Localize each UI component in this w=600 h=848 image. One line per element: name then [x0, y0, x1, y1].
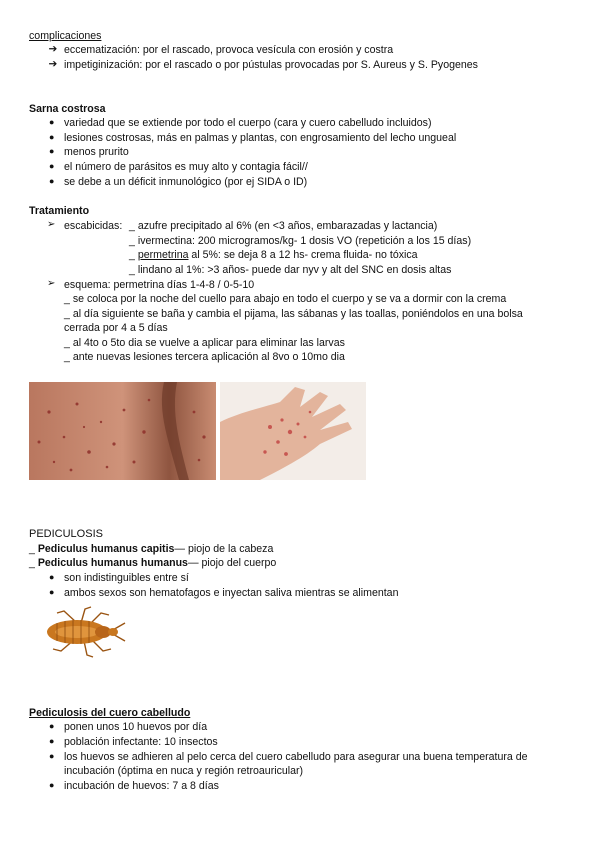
bullet-icon: ● — [49, 117, 55, 127]
bullet-icon: ● — [49, 176, 55, 186]
arrow-bullet-icon: ➔ — [48, 43, 58, 55]
escabicida-item: _ lindano al 1%: >3 años- puede dar nyv y alt del SNC en dosis altas — [129, 264, 452, 276]
esquema-item: _ al 4to o 5to dia se vuelve a aplicar para eliminar las larvas — [64, 337, 345, 349]
sarna-item: el número de parásitos es muy alto y contagia fácil// — [64, 161, 308, 173]
bullet-icon: ● — [49, 132, 55, 142]
bullet-icon: ● — [49, 751, 55, 761]
louse-photo — [29, 601, 133, 663]
sarna-item: menos prurito — [64, 146, 129, 158]
esquema-item: _ ante nuevas lesiones tercera aplicación al 8vo o 10mo dia — [64, 351, 345, 363]
back-rash-photo — [29, 382, 216, 480]
sarna-item: se debe a un déficit inmunológico (por ej SIDA o ID) — [64, 176, 308, 188]
esquema-item: cerrada por 4 a 5 días — [64, 322, 168, 334]
cuero-item: ponen unos 10 huevos por día — [64, 721, 208, 733]
sarna-item: lesiones costrosas, más en palmas y plantas, con engrosamiento del lecho ungueal — [64, 132, 457, 144]
esquema-label: esquema: permetrina días 1-4-8 / 0-5-10 — [64, 279, 255, 291]
tratamiento-heading: Tratamiento — [29, 205, 90, 217]
bullet-icon: ● — [49, 721, 55, 731]
bullet-icon: ● — [49, 146, 55, 156]
esquema-item: _ al día siguiente se baña y cambia el pijama, las sábanas y las toallas, poniéndolos en una bolsa — [64, 308, 523, 320]
complicacion-item: eccematización: por el rascado, provoca vesícula con erosión y costra — [64, 44, 394, 56]
bullet-icon: ● — [49, 736, 55, 746]
pediculosis-item: ambos sexos son hematofagos e inyectan saliva mientras se alimentan — [64, 587, 399, 599]
cuero-item: población infectante: 10 insectos — [64, 736, 218, 748]
bullet-icon: ● — [49, 161, 55, 171]
pediculosis-heading: PEDICULOSIS — [29, 528, 103, 540]
species-item: _ Pediculus humanus capitis— piojo de la cabeza — [29, 543, 274, 555]
arrow-bullet-icon: ➔ — [48, 58, 58, 70]
bullet-icon: ● — [49, 572, 55, 582]
complicacion-item: impetiginización: por el rascado o por pústulas provocadas por S. Aureus y S. Pyogenes — [64, 59, 478, 71]
hand-rash-photo — [220, 382, 366, 480]
triangle-bullet-icon: ➢ — [47, 278, 56, 289]
bullet-icon: ● — [49, 780, 55, 790]
triangle-bullet-icon: ➢ — [47, 219, 56, 230]
escabicida-item: _ ivermectina: 200 microgramos/kg- 1 dosis VO (repetición a los 15 días) — [129, 235, 472, 247]
esquema-item: _ se coloca por la noche del cuello para abajo en todo el cuerpo y se va a dormir con la crema — [64, 293, 507, 305]
complicaciones-heading: complicaciones — [29, 30, 102, 42]
sarna-heading: Sarna costrosa — [29, 103, 106, 115]
cuero-heading: Pediculosis del cuero cabelludo — [29, 707, 191, 719]
escabicidas-label: escabicidas: — [64, 220, 123, 232]
sarna-item: variedad que se extiende por todo el cuerpo (cara y cuero cabelludo incluidos) — [64, 117, 432, 129]
bullet-icon: ● — [49, 587, 55, 597]
cuero-item: incubación (óptima en nuca y región retroauricular) — [64, 765, 304, 777]
cuero-item: incubación de huevos: 7 a 8 días — [64, 780, 219, 792]
escabicida-item: _ azufre precipitado al 6% (en <3 años, embarazadas y lactancia) — [129, 220, 438, 232]
pediculosis-item: son indistinguibles entre sí — [64, 572, 189, 584]
species-item: _ Pediculus humanus humanus— piojo del cuerpo — [29, 557, 277, 569]
cuero-item: los huevos se adhieren al pelo cerca del cuero cabelludo para asegurar una buena temperatura de — [64, 751, 528, 763]
escabicida-item: _ permetrina al 5%: se deja 8 a 12 hs- crema fluida- no tóxica — [129, 249, 418, 261]
